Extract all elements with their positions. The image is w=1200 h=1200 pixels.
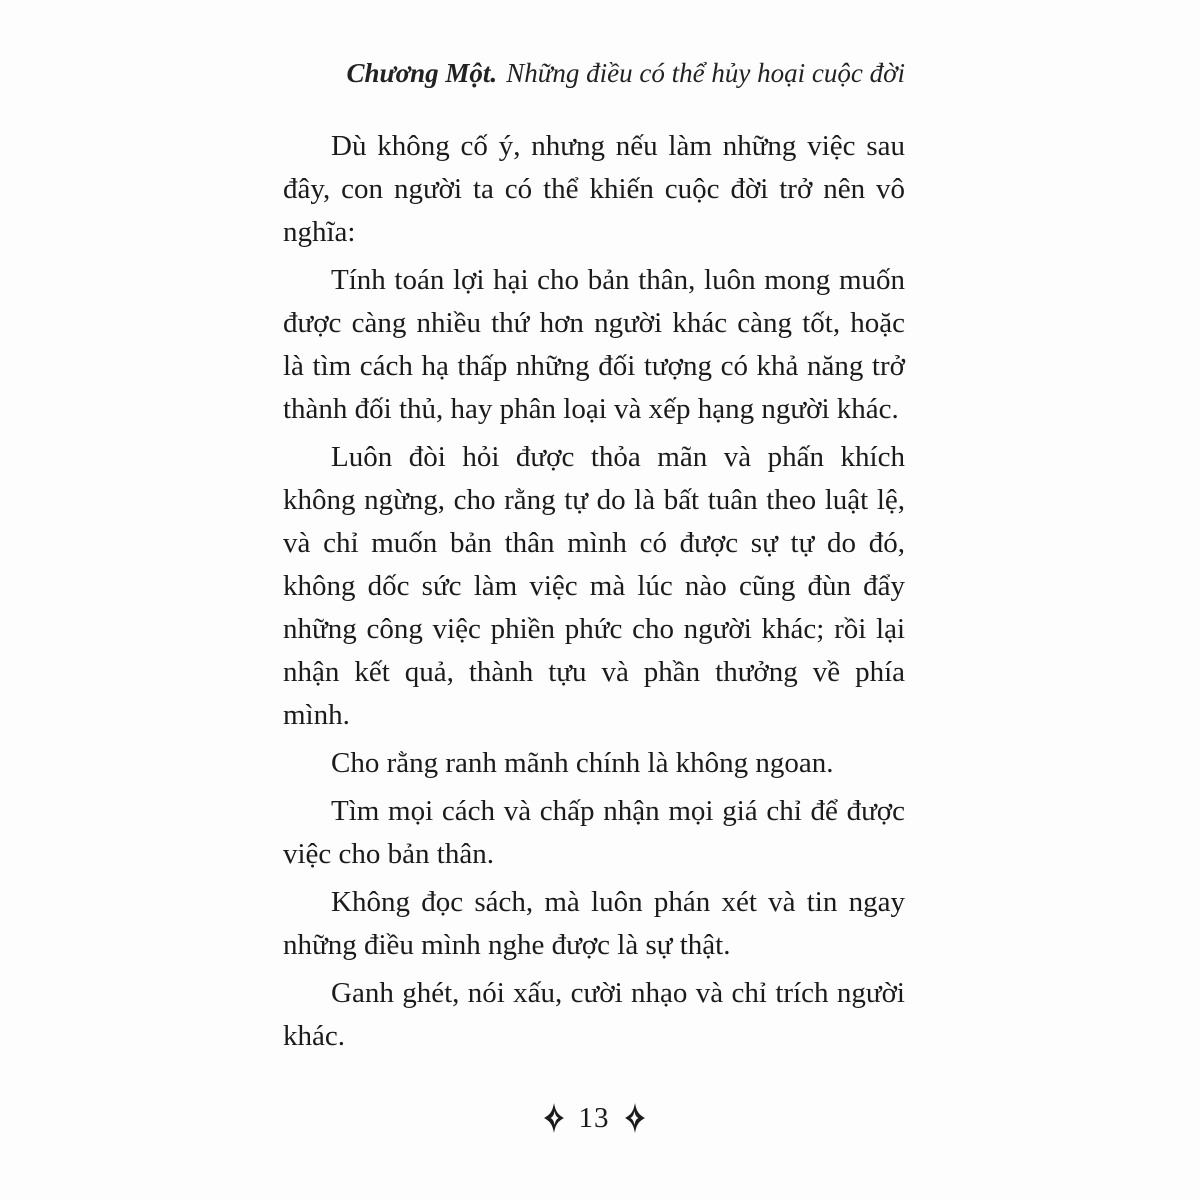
paragraph-calculating: Tính toán lợi hại cho bản thân, luôn mong muốn được càng nhiều thứ hơn người khác càng tốt, hoặc là tìm cách hạ thấp những đối tượng có khả năng trở thành đối thủ, hay phân loại và xếp hạng người khác.	[283, 264, 905, 425]
paragraph-cunning: Cho rằng ranh mãnh chính là không ngoan.	[331, 747, 834, 779]
paragraph-no-reading: Không đọc sách, mà luôn phán xét và tin ngay những điều mình nghe được là sự thật.	[283, 886, 905, 961]
running-header	[283, 58, 905, 89]
page-body	[283, 120, 905, 1058]
paragraph-any-cost: Tìm mọi cách và chấp nhận mọi giá chỉ để được việc cho bản thân.	[283, 795, 905, 870]
four-pointed-diamond-icon	[624, 1102, 646, 1134]
paragraph-envy: Ganh ghét, nói xấu, cười nhạo và chỉ trích người khác.	[283, 977, 905, 1052]
chapter-title: Những điều có thể hủy hoại cuộc đời	[506, 58, 905, 88]
page-footer	[283, 1102, 905, 1134]
chapter-label: Chương Một.	[346, 58, 498, 88]
paragraph-intro: Dù không cố ý, nhưng nếu làm những việc sau đây, con người ta có thể khiến cuộc đời trở nên vô nghĩa:	[283, 130, 905, 248]
four-pointed-diamond-icon	[543, 1102, 565, 1134]
paragraph-demanding: Luôn đòi hỏi được thỏa mãn và phấn khích không ngừng, cho rằng tự do là bất tuân theo luật lệ, và chỉ muốn bản thân mình có được sự tự do đó, không dốc sức làm việc mà lúc nào cũng đùn đẩy những công việc phiền phức cho người khác; rồi lại nhận kết quả, thành tựu và phần thưởng về phía mình.	[283, 441, 905, 731]
page-number: 13	[578, 1101, 610, 1134]
